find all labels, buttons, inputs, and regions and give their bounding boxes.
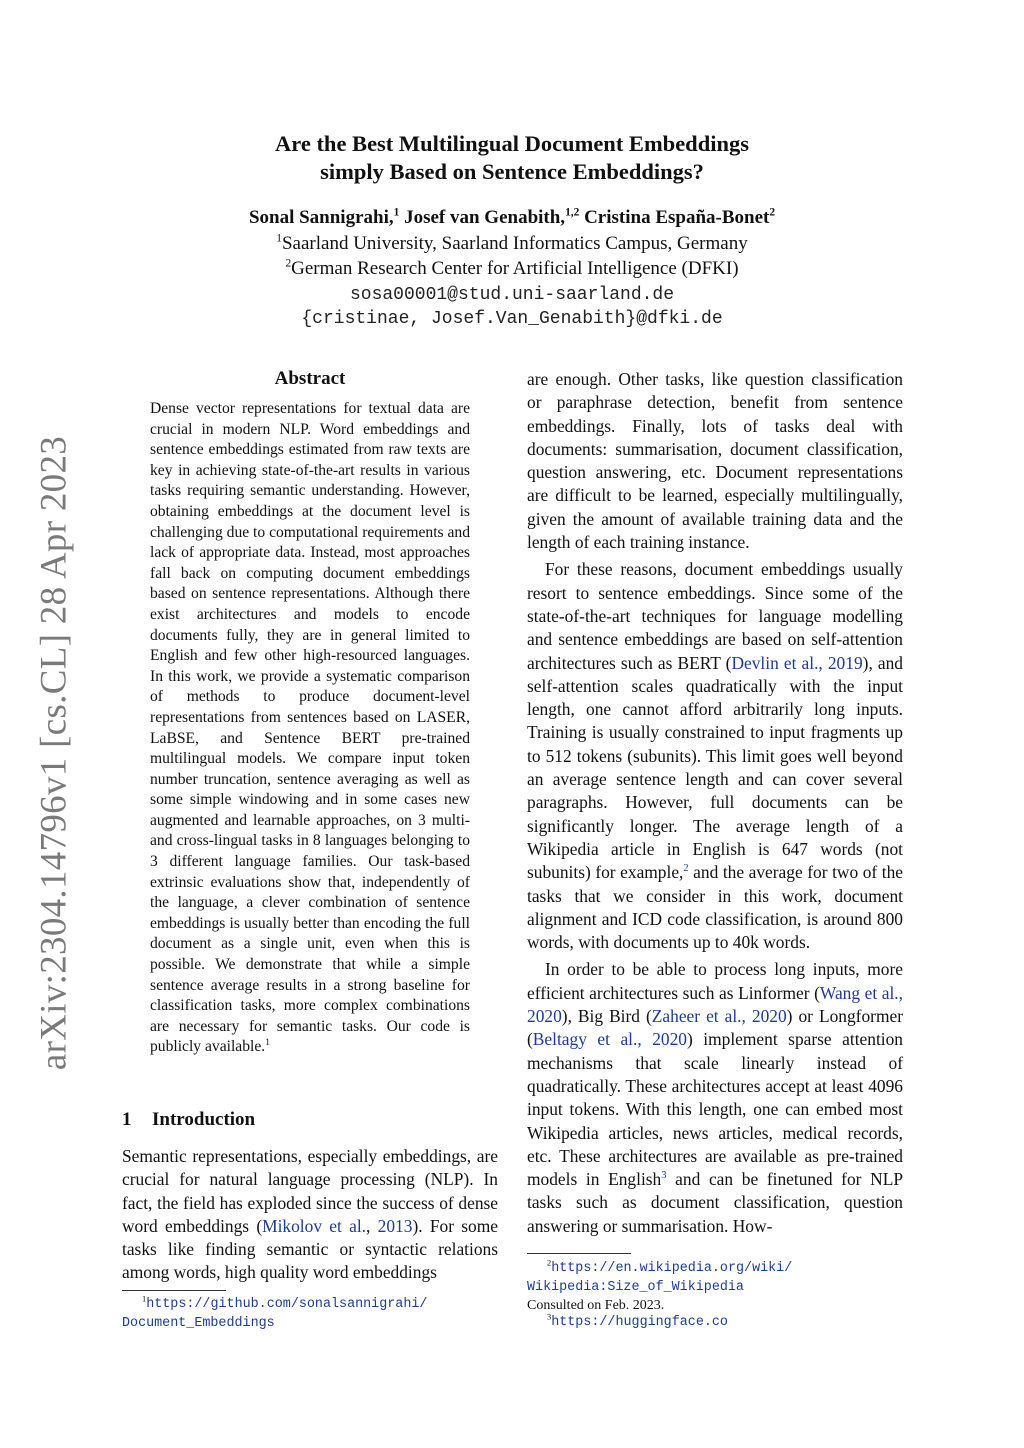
affiliation-2-marker: 2 — [285, 257, 292, 270]
footnote-3-link[interactable]: https://huggingface.co — [551, 1315, 728, 1330]
affiliation-2-text: German Research Center for Artificial Intelligence (DFKI) — [291, 258, 739, 279]
author-3: Cristina España-Bonet — [584, 207, 770, 228]
right-paragraph-2 — [527, 558, 903, 954]
text-run: ), and self-attention scales quadratically with the input length, one cannot afford arbitrarily long inputs. Training is usually constrained to input fragments up to 512 tokens (subunits). This limit goes well beyond an average sentence length and can cover several paragraphs. However, full documents can be significantly longer. The average length of a Wikipedia article in English is 647 words (not subunits) for example, — [527, 652, 903, 883]
footnote-divider-left — [122, 1290, 226, 1291]
footnote-ref-1[interactable]: 1 — [265, 1038, 270, 1049]
footnote-1-link-cont[interactable]: Document_Embeddings — [122, 1316, 275, 1331]
title-line-1: Are the Best Multilingual Document Embeddings — [275, 131, 749, 156]
arxiv-sidebar-stamp — [22, 435, 86, 1071]
footnote-ref-3[interactable]: 3 — [661, 1170, 667, 1182]
section-heading-introduction — [122, 1108, 255, 1132]
footnote-ref-2[interactable]: 2 — [683, 863, 689, 875]
text-run: Semantic representations, especially embeddings, are crucial for natural language processing (NLP). In fact, the field has exploded since the success of dense word embeddings ( — [122, 1146, 498, 1236]
footnote-1-link[interactable]: https://github.com/sonalsannigrahi/ — [146, 1297, 428, 1312]
affiliation-2 — [0, 257, 1024, 281]
author-3-affil: 2 — [769, 206, 776, 219]
citation-sep: , — [366, 1215, 378, 1236]
footnote-2-link[interactable]: https://en.wikipedia.org/wiki/ — [551, 1261, 793, 1276]
text-run: ) or Longformer ( — [527, 1006, 903, 1050]
paper-title — [0, 130, 1024, 186]
citation-author: Mikolov et al. — [262, 1215, 367, 1236]
title-line-2: simply Based on Sentence Embeddings? — [320, 159, 704, 184]
email-1: sosa00001@stud.uni-saarland.de — [349, 285, 675, 305]
author-2-affil: 1,2 — [565, 206, 580, 219]
citation-mikolov[interactable] — [262, 1216, 412, 1236]
arxiv-identifier: arXiv:2304.14796v1 [cs.CL] 28 Apr 2023 — [33, 435, 75, 1071]
abstract-body — [150, 399, 470, 1058]
text-run: ) implement sparse attention mechanisms that scale linearly instead of quadratically. These architectures accept at least 4096 input tokens. With this length, one can embed most Wikipedia articles, news articles, medical records, etc. These architectures are available as pre-trained models in English — [527, 1029, 903, 1190]
footnote-3-marker: 3 — [547, 1312, 552, 1322]
right-column-body — [527, 368, 903, 1238]
text-run: ). For some tasks like finding semantic or syntactic relations among words, high quality word embeddings — [122, 1215, 498, 1283]
affiliation-1 — [0, 232, 1024, 256]
right-paragraph-3 — [527, 958, 903, 1238]
text-run: In order to be able to process long inputs, more efficient architectures such as Linformer ( — [527, 959, 903, 1003]
footnote-1 — [122, 1295, 502, 1333]
author-list — [0, 206, 1024, 230]
citation-devlin[interactable]: Devlin et al., 2019 — [731, 652, 863, 673]
text-run: and can be finetuned for NLP tasks such as document classification, question answering or summarisation. How- — [527, 1169, 903, 1236]
citation-beltagy[interactable]: Beltagy et al., 2020 — [532, 1029, 687, 1050]
footnote-1-marker: 1 — [142, 1294, 147, 1304]
introduction-body — [122, 1145, 498, 1285]
footnote-3 — [527, 1313, 907, 1332]
citation-zaheer[interactable]: Zaheer et al., 2020 — [651, 1006, 787, 1027]
section-title: Introduction — [152, 1109, 256, 1130]
right-paragraph-1: are enough. Other tasks, like question classification or paraphrase detection, benefit from sentence embeddings. Finally, lots of tasks deal with documents: summarisation, document classification, question answering, etc. Document representations are difficult to be learned, especially multilingually, given the amount of available training data and the length of each training instance. — [527, 369, 903, 553]
footnote-2 — [527, 1259, 907, 1315]
footnote-divider-right — [527, 1253, 631, 1254]
affiliation-1-text: Saarland University, Saarland Informatics Campus, Germany — [281, 233, 748, 254]
author-2: Josef van Genabith, — [404, 207, 566, 228]
email-2: {cristinae, Josef.Van_Genabith}@dfki.de — [301, 309, 723, 329]
footnote-2-note: Consulted on Feb. 2023. — [527, 1298, 665, 1313]
citation-wang[interactable]: Wang et al., 2020 — [527, 982, 903, 1027]
footnote-2-marker: 2 — [547, 1258, 552, 1268]
author-1: Sonal Sannigrahi, — [248, 207, 394, 228]
abstract-text: Dense vector representations for textual data are crucial in modern NLP. Word embeddings and sentence embeddings estimated from raw texts are key in achieving state-of-the-art results in various tasks requiring semantic understanding. However, obtaining embeddings at the document level is challenging due to computational requirements and lack of appropriate data. Instead, most approaches fall back on computing document embeddings based on sentence representations. Although there exist architectures and models to encode documents fully, they are in general limited to English and few other high-resourced languages. In this work, we provide a systematic comparison of methods to produce document-level representations from sentences based on LASER, LaBSE, and Sentence BERT pre-trained multilingual models. We compare input token number truncation, sentence averaging as well as some simple windowing and in some cases new augmented and learnable approaches, on 3 multi- and cross-lingual tasks in 8 languages belonging to 3 different language families. Our task-based extrinsic evaluations show that, independently of the language, a clever combination of sentence embeddings is usually better than encoding the full document as a single unit, even when this is possible. We demonstrate that while a simple sentence average results in a strong baseline for classification tasks, more complex combinations are necessary for semantic tasks. Our code is publicly available. — [150, 400, 471, 1056]
abstract-heading: Abstract — [274, 368, 346, 389]
affiliation-1-marker: 1 — [276, 232, 282, 245]
text-run: For these reasons, document embeddings usually resort to sentence embeddings. Since some of the state-of-the-art techniques for language modelling and sentence embeddings are based on self-attention architectures such as BERT ( — [527, 559, 903, 673]
footnote-2-link-cont[interactable]: Wikipedia:Size_of_Wikipedia — [527, 1280, 744, 1295]
introduction-paragraph — [122, 1145, 498, 1285]
author-1-affil: 1 — [393, 206, 400, 219]
citation-year: 2013 — [377, 1215, 413, 1236]
text-run: ), Big Bird ( — [561, 1006, 652, 1027]
text-run: and the average for two of the tasks that we consider in this work, document alignment and ICD code classification, is around 800 words, with documents up to 40k words. — [527, 862, 903, 953]
section-number: 1 — [122, 1109, 132, 1130]
